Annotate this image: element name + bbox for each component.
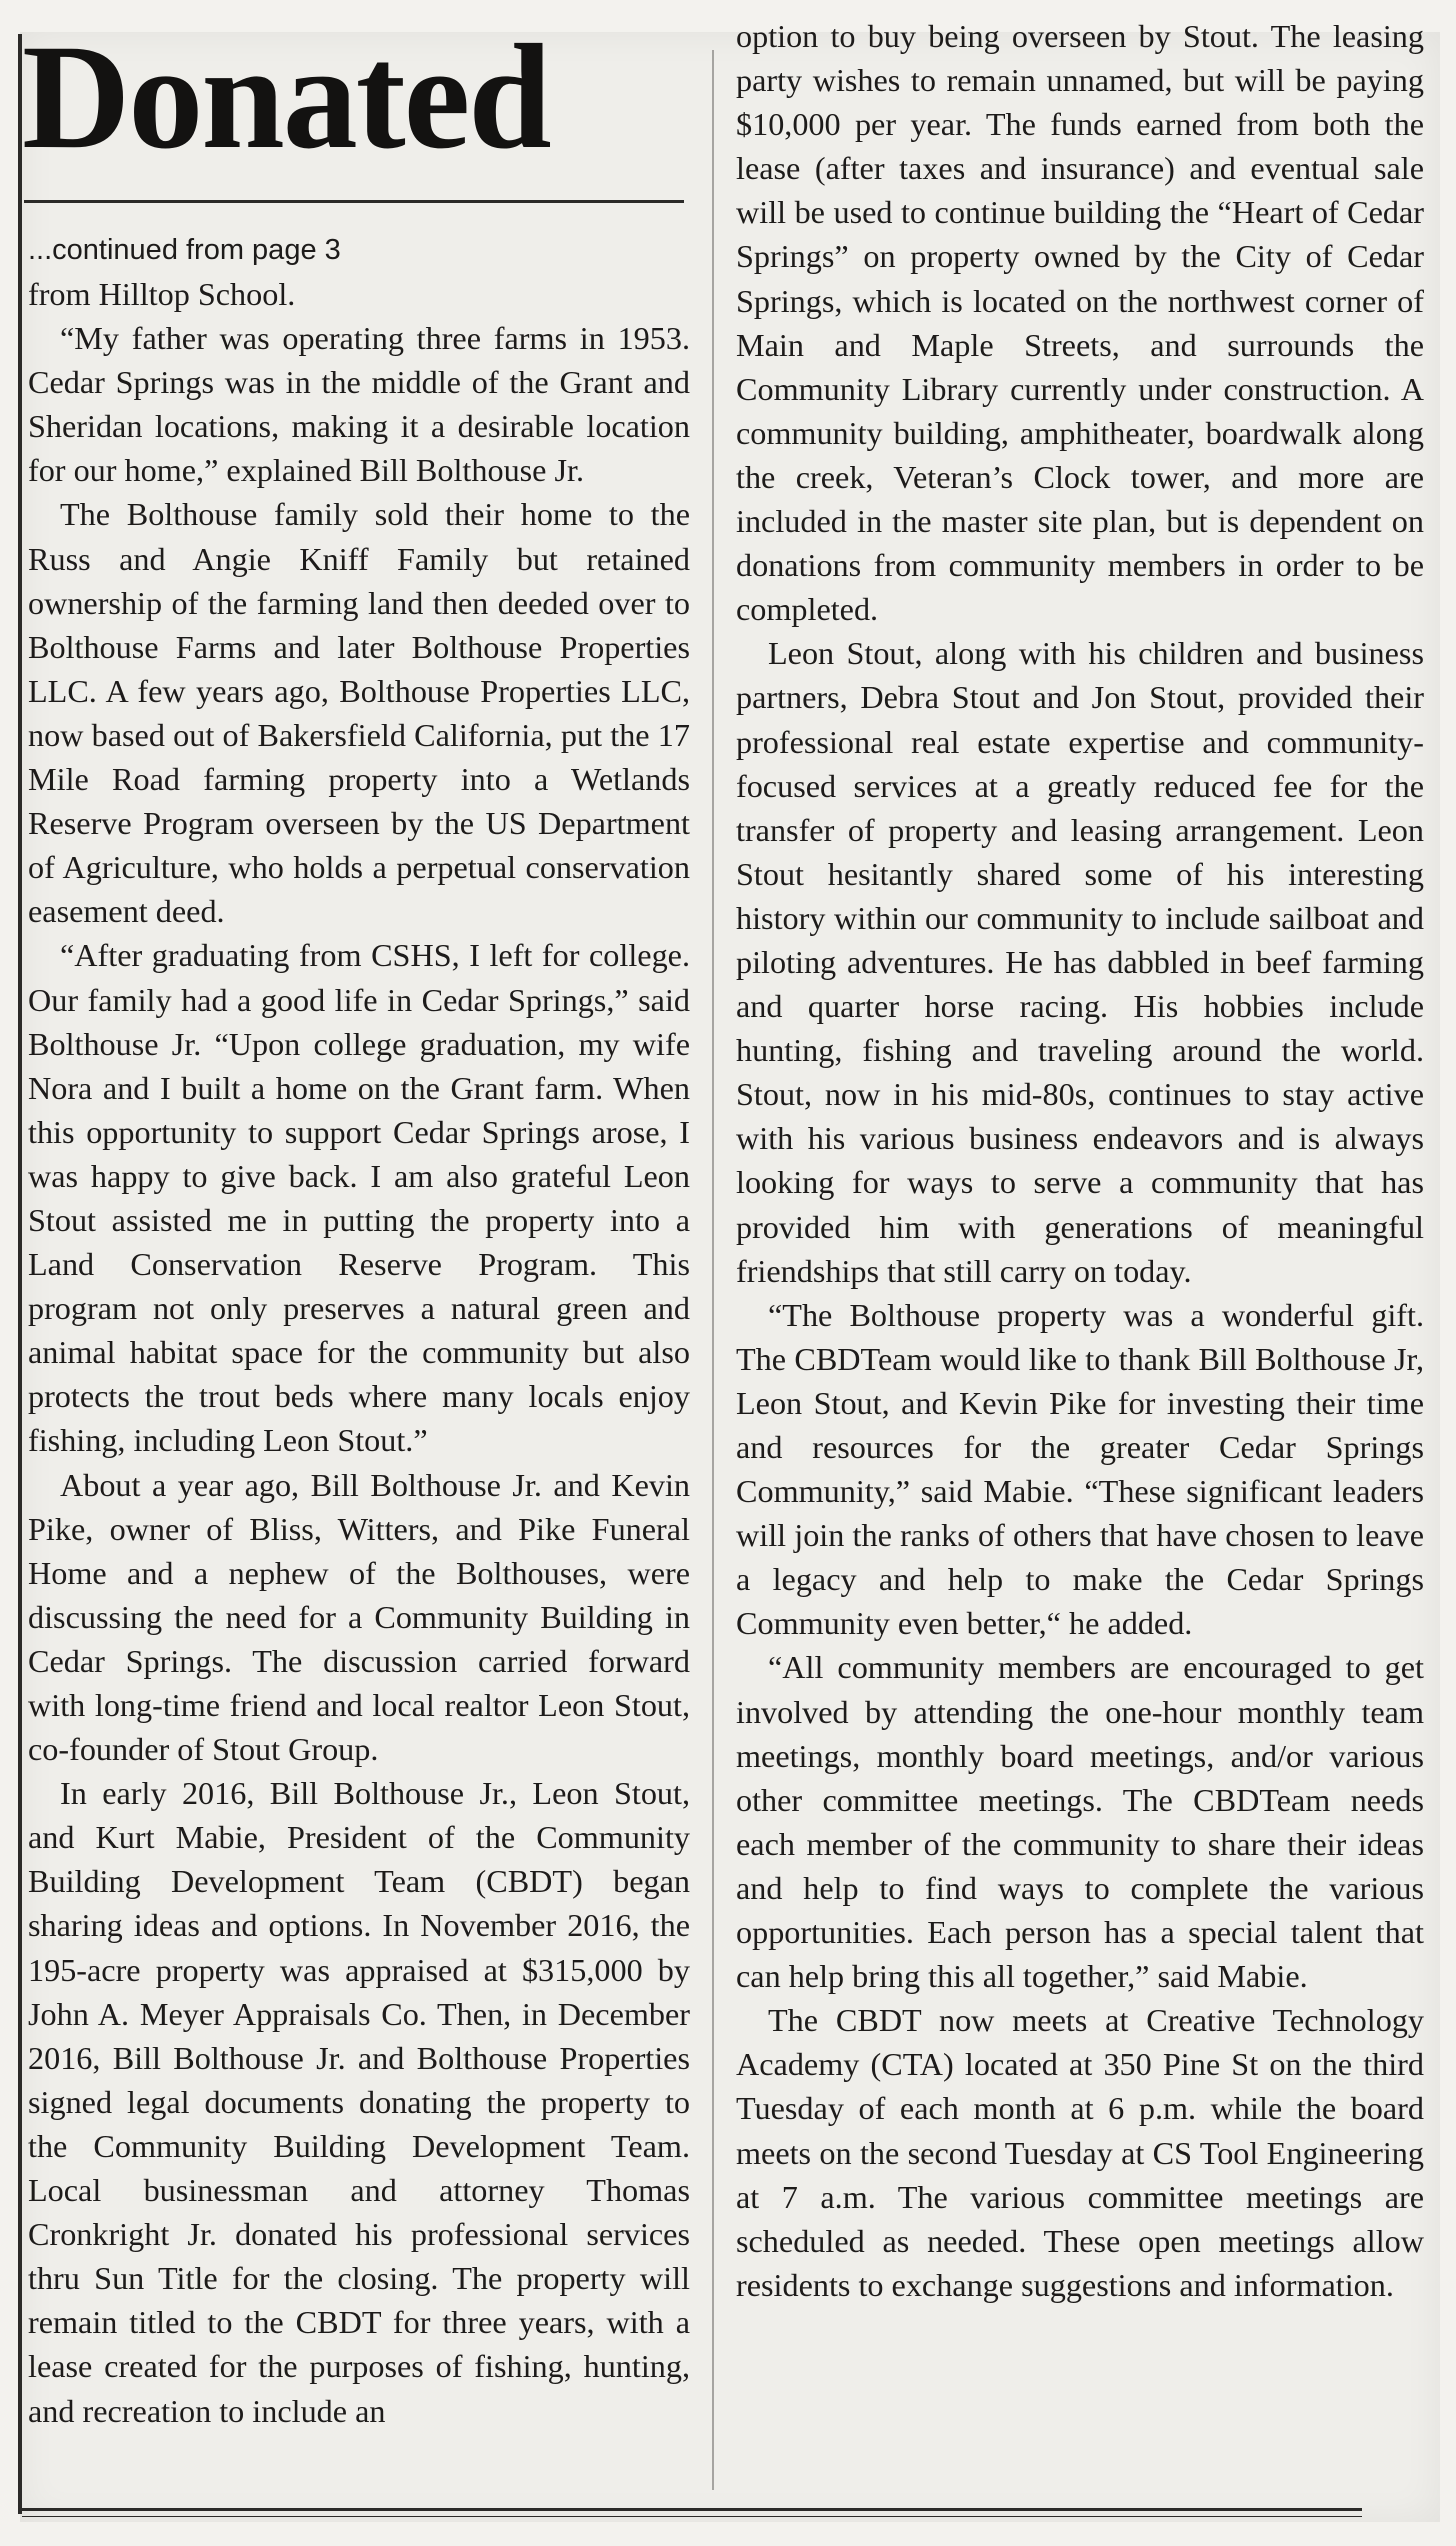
- paragraph: About a year ago, Bill Bolthouse Jr. and Kevin Pike, owner of Bliss, Witters, and Pike Funeral Home and a nephew of the Bolthouses, were discussing the need for a Community Building in Cedar Springs. The discussion carried forward with long-time friend and local realtor Leon Stout, co-founder of Stout Group.: [28, 1466, 690, 1768]
- headline-rule: [24, 200, 684, 203]
- paragraph: “The Bolthouse property was a wonderful gift. The CBDTeam would like to thank Bill Bolthouse Jr, Leon Stout, and Kevin Pike for investing their time and resources for the greater Cedar Springs Community,” said Mabie. “These significant leaders will join the ranks of others that have chosen to leave a legacy and help to make the Cedar Springs Community even better,“ he added.: [736, 1296, 1424, 1642]
- paragraph: Leon Stout, along with his children and business partners, Debra Stout and Jon Stout, provided their professional real estate expertise and community-focused services at a greatly reduced fee for the transfer of property and leasing arrangement. Leon Stout hesitantly shared some of his interesting history within our community to include sailboat and piloting adventures. He has dabbled in beef farming and quarter horse racing. His hobbies include hunting, fishing and traveling around the world. Stout, now in his mid-80s, continues to stay active with his various business endeavors and is always looking for ways to serve a community that has provided him with generations of meaningful friendships that still carry on today.: [736, 635, 1424, 1289]
- continued-note: ...continued from page 3: [28, 234, 341, 266]
- bottom-rule-thin: [22, 2516, 1362, 2517]
- paragraph: In early 2016, Bill Bolthouse Jr., Leon Stout, and Kurt Mabie, President of the Community Building Development Team (CBDT) began sharing ideas and options. In November 2016, the 195-acre property was appraised at $315,000 by John A. Meyer Appraisals Co. Then, in December 2016, Bill Bolthouse Jr. and Bolthouse Properties signed legal documents donating the property to the Community Building Development Team. Local businessman and attorney Thomas Cronkright Jr. donated his professional services thru Sun Title for the closing. The property will remain titled to the CBDT for three years, with a lease created for the purposes of fishing, hunting, and recreation to include an: [28, 1775, 690, 2429]
- paragraph: “All community members are encouraged to get involved by attending the one-hour monthly team meetings, monthly board meetings, and/or various other committee meetings. The CBDTeam needs each member of the community to share their ideas and help to find ways to complete the various opportunities. Each person has a special talent that can help bring this all together,” said Mabie.: [736, 1649, 1424, 1995]
- headline: Donated: [22, 14, 550, 180]
- column-divider: [712, 50, 714, 2490]
- paragraph: The Bolthouse family sold their home to the Russ and Angie Kniff Family but retained ownership of the farming land then deeded over to Bolthouse Farms and later Bolthouse Properties LLC. A few years ago, Bolthouse Properties LLC, now based out of Bakersfield California, put the 17 Mile Road farming property into a Wetlands Reserve Program overseen by the US Department of Agriculture, who holds a perpetual conservation easement deed.: [28, 496, 690, 930]
- paragraph: “My father was operating three farms in 1953. Cedar Springs was in the middle of the Grant and Sheridan locations, making it a desirable location for our home,” explained Bill Bolthouse Jr.: [28, 320, 690, 489]
- left-border-rule: [18, 34, 22, 2514]
- paragraph: from Hilltop School.: [28, 276, 296, 312]
- left-column: [28, 228, 690, 2433]
- paragraph: “After graduating from CSHS, I left for college. Our family had a good life in Cedar Springs,” said Bolthouse Jr. “Upon college graduation, my wife Nora and I built a home on the Grant farm. When this opportunity to support Cedar Springs arose, I was happy to give back. I am also grateful Leon Stout assisted me in putting the property into a Land Conservation Reserve Program. This program not only preserves a natural green and animal habitat space for the community but also protects the trout beds where many locals enjoy fishing, including Leon Stout.”: [28, 937, 690, 1459]
- paragraph: option to buy being overseen by Stout. The leasing party wishes to remain unnamed, but will be paying $10,000 per year. The funds earned from both the lease (after taxes and insurance) and eventual sale will be used to continue building the “Heart of Cedar Springs” on property owned by the City of Cedar Springs, which is located on the northwest corner of Main and Maple Streets, and surrounds the Community Library currently under construction. A community building, amphitheater, boardwalk along the creek, Veteran’s Clock tower, and more are included in the master site plan, but is dependent on donations from community members in order to be completed.: [736, 18, 1424, 628]
- bottom-rule: [22, 2508, 1362, 2511]
- paragraph: The CBDT now meets at Creative Technology Academy (CTA) located at 350 Pine St on the third Tuesday of each month at 6 p.m. while the board meets on the second Tuesday at CS Tool Engineering at 7 a.m. The various committee meetings are scheduled as needed. These open meetings allow residents to exchange suggestions and information.: [736, 2002, 1424, 2303]
- right-column: [736, 14, 1424, 2307]
